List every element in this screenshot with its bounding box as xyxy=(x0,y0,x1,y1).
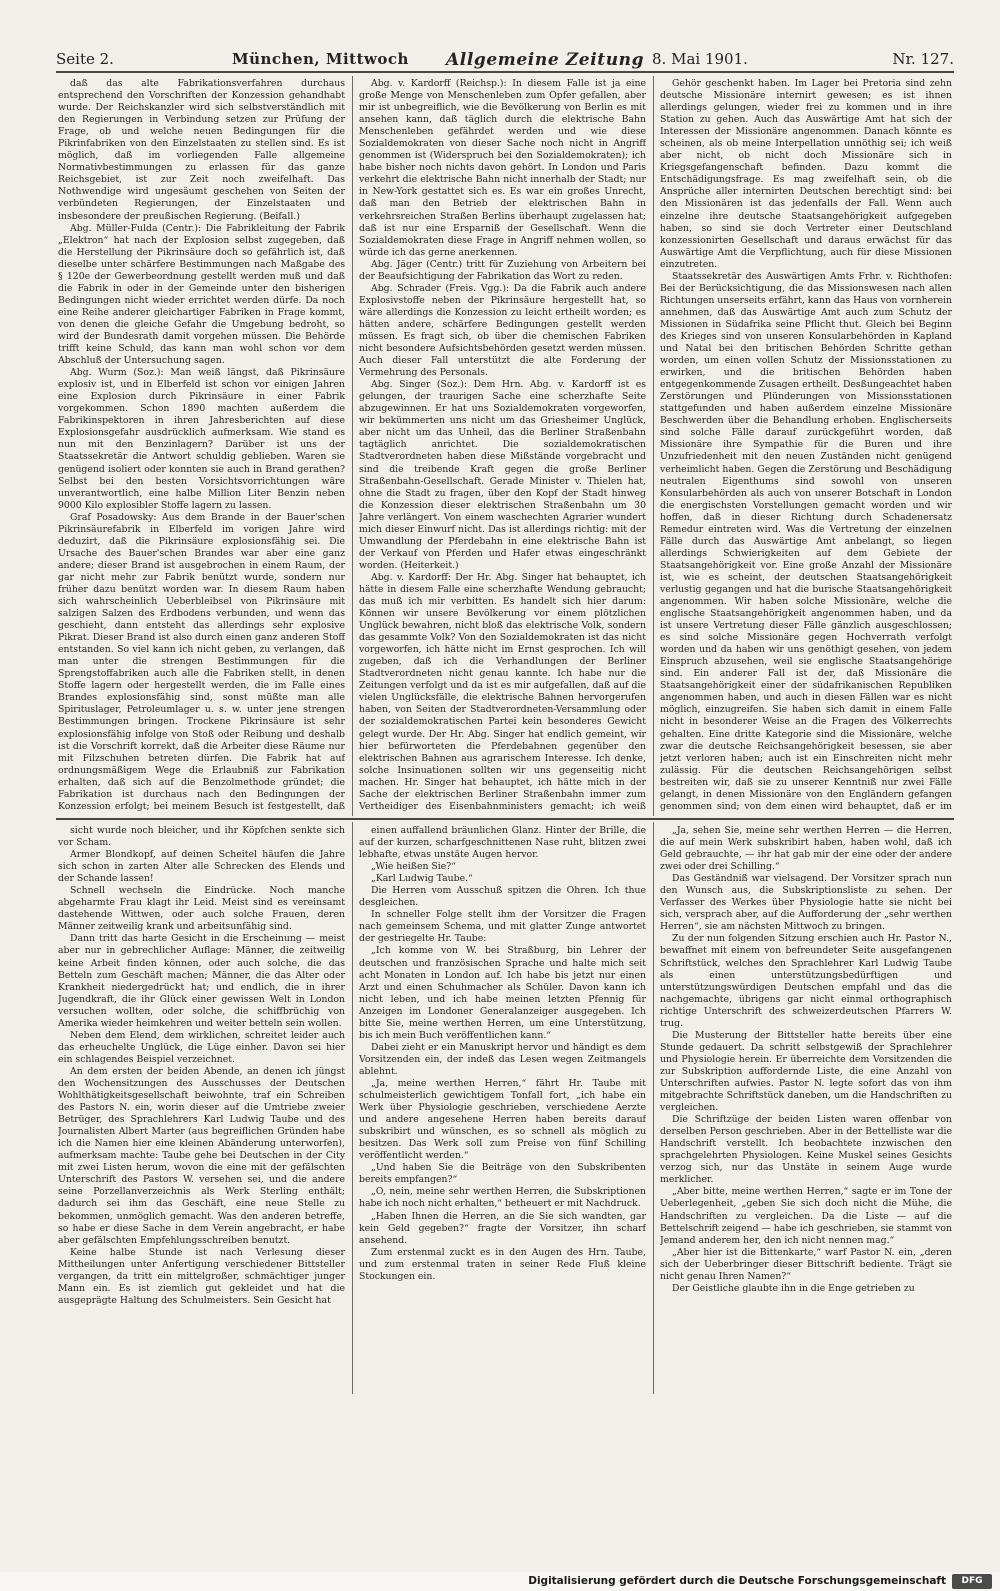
paragraph: Abg. Müller-Fulda (Centr.): Die Fabrikleitung der Fabrik „Elektron“ hat nach der Explosion selbst zugegeben, daß die Herstellung der Pikrinsäure doch so gefährlich ist, daß dieselbe unter schärfere Bestimmungen nach Maßgabe des § 120e der Gewerbeordnung gestellt werden muß und daß die Fabrik in oder in der Gemeinde unter den bisherigen Bedingungen nicht wieder errichtet werden dürfe. Da noch eine Reihe anderer gleichartiger Fabriken in Frage kommt, von denen die gleiche Gefahr die Umgebung bedroht, so wird der Bundesrath damit vorgehen müssen. Die Behörde trifft keine Schuld, das kann man wohl schon vor dem Abschluß der Untersuchung sagen. xyxy=(58,222,345,367)
dateline-place: München, Mittwoch xyxy=(232,50,409,68)
feuilleton-rule xyxy=(56,818,954,820)
paragraph: Die Schriftzüge der beiden Listen waren offenbar von derselben Person geschrieben. Aber in der Bettelliste war die Handschrift verstellt. Ich beobachtete inzwischen den sprachgelehrten Physiologen. Keine Muskel seines Gesichts verzog sich, nur das Unstäte in seinem Auge wurde merklicher. xyxy=(660,1114,952,1186)
paragraph: Die Herren vom Ausschuß spitzen die Ohren. Ich thue desgleichen. xyxy=(359,885,646,909)
issue-date: 8. Mai 1901. xyxy=(652,50,748,68)
paragraph: Dabei zieht er ein Manuskript hervor und händigt es dem Vorsitzenden ein, der indeß das Lesen wegen Zeitmangels ablehnt. xyxy=(359,1041,646,1077)
paragraph: Abg. Jäger (Centr.) tritt für Zuziehung von Arbeitern bei der Beaufsichtigung der Fabrikation das Wort zu reden. xyxy=(359,258,646,282)
lower-column-3 xyxy=(660,825,952,1390)
paragraph: Die Musterung der Bittsteller hatte bereits über eine Stunde gedauert. Da schritt selbstgewiß der Sprachlehrer und Physiologie herein. Er überreichte dem Vorsitzenden die zur Subskription auffordernde Liste, die eine Anzahl von Unterschriften aufwies. Pastor N. legte sofort das von ihm mitgebrachte Schriftstück daneben, um die Handschriften zu vergleichen. xyxy=(660,1029,952,1114)
digitization-footer xyxy=(0,1572,1000,1591)
paragraph: Der Geistliche glaubte ihn in die Enge getrieben zu xyxy=(672,1282,915,1294)
funding-note: Digitalisierung gefördert durch die Deutsche Forschungsgemeinschaft xyxy=(528,1575,946,1587)
paragraph: „Und haben Sie die Beiträge von den Subskribenten bereits empfangen?“ xyxy=(359,1162,646,1186)
paragraph: Keine halbe Stunde ist nach Verlesung dieser Mittheilungen unter Anfertigung verschiedener Bittsteller vergangen, da tritt ein mittelgroßer, schmächtiger junger Mann ein. Es ist ziemlich gut gekleidet und hat die ausgeprägte Haltung des Schulmeisters. Sein Gesicht hat xyxy=(58,1246,345,1306)
paragraph: Abg. Singer (Soz.): Dem Hrn. Abg. v. Kardorff ist es gelungen, der traurigen Sache eine scherzhafte Seite abzugewinnen. Er hat uns Sozialdemokraten vorgeworfen, wir bekümmerten uns nicht um das Griesheimer Unglück, aber nicht um das Unheil, das die Berliner Straßenbahn tagtäglich anrichtet. Die sozialdemokratischen Stadtverordneten haben diese Mißstände vorgebracht und sind die treibende Kraft gegen die große Berliner Straßenbahn-Gesellschaft. Gerade Minister v. Thielen hat, ohne die Stadt zu fragen, über den Kopf der Stadt hinweg die Konzession dieser elektrischen Straßenbahn um 30 Jahre verlängert. Von einem waschechten Agrarier wundert mich dieser Einwurf nicht. Das ist allerdings richtig: mit der Umwandlung der Pferdebahn in eine elektrische Bahn ist der Verkauf von Pferden und Hafer etwas eingeschränkt worden. (Heiterkeit.) xyxy=(359,379,646,571)
paragraph: Abg. v. Kardorff: Der Hr. Abg. Singer hat behauptet, ich hätte in diesem Falle eine scherzhafte Wendung gebraucht; das muß ich mir verbitten. Es handelt sich hier darum: Können wir unsere Bevölkerung vor einem plötzlichen Unglück bewahren, nicht bloß das elektrische Volk, sondern das gesammte Volk? Von den Sozialdemokraten ist das nicht vorgeworfen, ich hätte nicht im Ernst gesprochen. Ich will zugeben, daß ich die Verhandlungen der Berliner Stadtverordneten nicht genau kannte. Ich habe nur die Zeitungen verfolgt und da ist es mir aufgefallen, daß auf die vielen Unglücksfälle, die elektrische Bahnen hervorgerufen haben, von Seiten der Stadtverordneten-Versammlung oder der sozialdemokratischen Partei kein besonderes Gewicht gelegt wurde. Der Hr. Abg. Singer hat endlich gemeint, wir hier befürworteten die Pferdebahnen gegenüber den elektrischen Bahnen aus agrarischem Interesse. Ich denke, solche Insinuationen sollten wir uns gegenseitig nicht machen. Hr. Singer hat behauptet, ich hätte mich in der Sache der elektrischen Berliner Straßenbahn immer zum Vertheidiger des Eisenbahnministers gemacht; ich weiß xyxy=(359,571,646,812)
paragraph: „O, nein, meine sehr werthen Herren, die Subskriptionen habe ich noch nicht erhalten,“ betheuert er mit Nachdruck. xyxy=(359,1186,646,1210)
paragraph: Dann tritt das harte Gesicht in die Erscheinung — meist aber nur in gebrechlicher Auflage: Männer, die zeitweilig keine Arbeit finden können, oder auch solche, die das Betteln zum Geschäft machen; Männer, die das Alter oder Krankheit niedergedrückt hat; und endlich, die in ihrer Jugendkraft, die ihr Glück einer gewissen Welt in London versuchen wollten, oder solche, die schiffbrüchig von Amerika wieder heimkehren und weiter betteln sein wollen. xyxy=(58,933,345,1029)
upper-column-1 xyxy=(58,78,345,812)
paragraph: Abg. v. Kardorff (Reichsp.): In diesem Falle ist ja eine große Menge von Menschenleben zum Opfer gefallen, aber mir ist unbegreiflich, wie die Bevölkerung von Berlin es mit ansehen kann, daß täglich durch die elektrische Bahn Menschenleben gefährdet werden und wie diese Sozialdemokraten von dieser Sache noch nicht in Angriff genommen ist (Widerspruch bei den Sozialdemokraten); ich habe bisher noch nichts davon gehört. In London und Paris verkehrt die elektrische Bahn nicht innerhalb der Stadt; nur in New-York gestattet sich es. Es war ein großes Unrecht, daß man den Betrieb der elektrischen Bahn in verkehrsreichen Straßen Berlins überhaupt zugelassen hat; daß ist nur eine Ersparniß der Gesellschaft. Wenn die Sozialdemokraten diese Frage in Angriff nehmen wollen, so würde ich das gerne anerkennen. xyxy=(359,78,646,258)
paragraph: Gehör geschenkt haben. Im Lager bei Pretoria sind zehn deutsche Missionäre internirt gewesen; es ist ihnen allerdings gelungen, wieder frei zu kommen und in ihre Station zu gehen. Auch das Auswärtige Amt hat sich der Interessen der Missionäre angenommen. Danach könnte es scheinen, als ob meine Interpellation unnöthig sei; ich weiß aber nicht, ob nicht doch Missionäre sich in Kriegsgefangenschaft befinden. Dazu kommt die Entschädigungsfrage. Es mag zweifelhaft sein, ob die Ansprüche aller internirten Deutschen berechtigt sind: bei den Missionären ist das jedenfalls der Fall. Wenn auch einzelne ihre deutsche Staatsangehörigkeit aufgegeben haben, so sind sie doch Vertreter einer Deutschland konzessionirten Gesellschaft und daraus erwächst für das Auswärtige Amt die Verpflichtung, auch für diese Missionen einzutreten. xyxy=(660,78,952,270)
header-rule xyxy=(56,71,954,73)
paragraph: Zu der nun folgenden Sitzung erschien auch Hr. Pastor N., bewaffnet mit einem von befreundeter Seite ausgefangenen Schriftstück, welches den Sprachlehrer Karl Ludwig Taube als einen unterstützungsbedürftigen und unterstützungswürdigen Deutschen empfahl und das die nachgemachte, übrigens gar nicht einmal orthographisch richtige Unterschrift des schweizerdeutschen Pfarrers W. trug. xyxy=(660,933,952,1029)
paragraph: „Wie heißen Sie?“ xyxy=(371,861,457,873)
masthead-title: Allgemeine Zeitung xyxy=(446,50,645,70)
paragraph: In schneller Folge stellt ihm der Vorsitzer die Fragen nach gemeinsem Schema, und mit glatter Zunge antwortet der gestriegelte Hr. Taube: xyxy=(359,909,646,945)
paragraph: Zum erstenmal zuckt es in den Augen des Hrn. Taube, und zum erstenmal traten in seiner Rede Fluß kleine Stockungen ein. xyxy=(359,1246,646,1282)
column-divider xyxy=(653,822,654,1394)
column-divider xyxy=(352,76,353,816)
dfg-logo: DFG xyxy=(952,1574,992,1589)
paragraph: sicht wurde noch bleicher, und ihr Köpfchen senkte sich vor Scham. xyxy=(58,825,345,849)
issue-number: Nr. 127. xyxy=(892,50,954,68)
lower-column-2 xyxy=(359,825,646,1390)
paragraph: „Aber hier ist die Bittenkarte,“ warf Pastor N. ein, „deren sich der Ueberbringer dieser Bittschrift bediente. Trägt sie nicht genau Ihren Namen?“ xyxy=(660,1246,952,1282)
lower-column-1 xyxy=(58,825,345,1390)
paragraph: „Ich komme von W. bei Straßburg, bin Lehrer der deutschen und französischen Sprache und halte mich seit acht Monaten in London auf. Ich habe bis jetzt nur einen Arzt und einen Schuhmacher als Schüler. Davon kann ich nicht leben, und ich habe meinen letzten Pfennig für Anzeigen im Londoner Generalanzeiger ausgegeben. Ich bitte Sie, meine werthen Herren, um eine Unterstützung, bis ich mein Buch veröffentlichen kann.“ xyxy=(359,945,646,1041)
upper-column-2 xyxy=(359,78,646,812)
column-divider xyxy=(352,822,353,1394)
upper-column-3 xyxy=(660,78,952,812)
paragraph: „Ja, meine werthen Herren,“ fährt Hr. Taube mit schulmeisterlich gewichtigem Tonfall fort, „ich habe ein Werk über Physiologie geschrieben, verschiedene Aerzte und andere angesehene Herren haben bereits darauf subskribirt und wünschen, es so schnell als möglich zu besitzen. Das Werk soll zum Preise von fünf Schilling veröffentlicht werden.“ xyxy=(359,1077,646,1162)
paragraph: Armer Blondkopf, auf deinen Scheitel häufen die Jahre sich schon in zarten Alter alle Schrecken des Elends und der Schande lassen! xyxy=(58,849,345,885)
page-number-label: Seite 2. xyxy=(56,50,114,68)
paragraph: An dem ersten der beiden Abende, an denen ich jüngst den Wochensitzungen des Ausschusses der Deutschen Wohlthätigkeitsgesellschaft beiwohnte, traf ein Schreiben des Pastors N. ein, worin dieser auf die Umtriebe zweier Betrüger, des Sprachlehrers Karl Ludwig Taube und des Journalisten Albert Marter (aus begreiflichen Gründen habe ich die Namen hier eine kleinen Abänderung unterworfen), aufmerksam machte: Taube gehe bei Deutschen in der City mit zwei Listen herum, wovon die eine mit der gefälschten Unterschrift des Pastors W. versehen sei, und die andere seine Porzellanverzeichnis als Werk Sterling enthält; dadurch sei ihm das Geschäft, eine neue Stelle zu bekommen, unmöglich gemacht. Was den anderen betreffe, so habe er diese Sache in dem Verein angebracht, er habe aber gefälschten Empfehlungsschreiben benutzt. xyxy=(58,1065,345,1246)
paragraph: Graf Posadowsky: Aus dem Brande in der Bauer'schen Pikrinsäurefabrik in Elberfeld im vorigen Jahre wird deduzirt, daß die Pikrinsäure explosionsfähig sei. Die Ursache des Bauer'schen Brandes war aber eine ganz andere; dieser Brand ist ausgebrochen in einem Raum, der gar nicht mehr zur Fabrik benützt wurde, sondern nur früher dazu benützt worden war. In diesem Raum haben sich wahrscheinlich Ueberbleibsel von Pikrinsäure mit salzigen Salzen des Erdbodens verbunden, und wenn das geschieht, dann entsteht das allerdings sehr explosive Pikrat. Dieser Brand ist also durch einen ganz anderen Stoff entstanden. So viel kann ich nicht geben, zu verlangen, daß man unter die strengen Bestimmungen für die Sprengstoffabriken auch alle die Fabriken stellt, in denen Stoffe lagern oder hergestellt werden, die im Falle eines Brandes explosionsfähig sind, sonst müßte man alle Spirituslager, Petroleumlager u. s. w. unter jene strengen Bestimmungen bringen. Trockene Pikrinsäure ist sehr explosionsfähig infolge von Stoß oder Reibung und deshalb ist die Vorschrift korrekt, daß die Arbeiter diese Räume nur mit Filzschuhen betreten dürfen. Die Fabrik hat auf ordnungsmäßigem Wege die Erlaubniß zur Fabrikation erhalten, daß sich auf die Benzolmethode gründet; die Fabrikation ist durchaus nach den Bedingungen der Konzession erfolgt; bei meinem Besuch ist festgestellt, daß xyxy=(58,511,345,812)
column-divider xyxy=(653,76,654,816)
paragraph: Staatssekretär des Auswärtigen Amts Frhr. v. Richthofen: Bei der Berücksichtigung, die das Missionswesen nach allen Richtungen unserseits erfährt, kann das Haus von vornherein annehmen, daß das Auswärtige Amt auch zum Schutz der Missionen in Südafrika seine Pflicht thut. Gleich bei Beginn des Krieges sind von unseren Konsularbehörden in Kapland und Natal bei den britischen Behörden Schritte gethan worden, um einen vollen Schutz der Missionsstationen zu erwirken, und die britischen Behörden haben entgegenkommende Zusagen ertheilt. Desßungeachtet haben Zerstörungen und Plünderungen von Missionsstationen stattgefunden und haben außerdem einzelne Missionäre Beschwerden über die Behandlung erhoben. Englischerseits sind solche Fälle darauf zurückgeführt worden, daß Missionäre ihre Sympathie für die Buren und ihre Unzufriedenheit mit den neuen Zuständen nicht genügend verheimlicht haben. Gegen die Zerstörung und Beschädigung neutralen Eigenthums sind sowohl von unseren Konsularbehörden als auch von unserer Botschaft in London die energischsten Vorstellungen gemacht worden und wir hoffen, daß in dieser Richtung durch Schadenersatz Remedur eintreten wird. Was die Vertretung der einzelnen Fälle durch das Auswärtige Amt anbelangt, so liegen allerdings Schwierigkeiten auf dem Gebiete der Staatsangehörigkeit vor. Eine große Anzahl der Missionäre ist, wie es scheint, der deutschen Staatsangehörigkeit verlustig gegangen und hat die burische Staatsangehörigkeit angenommen. Wir haben solche Missionäre, welche die englische Staatsangehörigkeit angenommen haben, und da ist unsere Vertretung dieser Fälle gänzlich ausgeschlossen; es sind solche Missionäre gegen Hochverrath verfolgt worden und da haben wir uns genöthigt gesehen, von jedem Einspruch abzusehen, weil sie englische Staatsangehörige sind. Ein anderer Fall ist der, daß Missionäre die Staatsangehörigkeit einer der südafrikanischen Republiken angenommen haben, und auch in diesen Fällen war es nicht möglich, einzugreifen. Sie haben sich damit in einem Falle nicht in besonderer Weise an die Fragen des Völkerrechts gehalten. Eine dritte Kategorie sind die Missionäre, welche zwar die deutsche Reichsangehörigkeit besessen, sie aber jetzt verloren haben; auch ist ein Einschreiten nicht mehr zulässig. Für die deutschen Reichsangehörigen selbst bestreiten wir, daß sie zu unserer Kenntniß nur zwei Fälle gelangt, in denen Missionäre von den Engländern gefangen genommen sind; von dem einen wird behauptet, daß er im xyxy=(660,270,952,812)
paragraph: daß das alte Fabrikationsverfahren durchaus entsprechend den Vorschriften der Konzession gehandhabt wurde. Der Reichskanzler wird sich selbstverständlich mit den Regierungen in Verbindung setzen zur Prüfung der Frage, ob und welche neuen Bedingungen für die Pikrinfabriken von den Einzelstaaten zu stellen sind. Es ist möglich, daß im vorliegenden Falle allgemeine Normativbestimmungen zu erlassen für das ganze Reichsgebiet, ist zur Zeit noch zweifelhaft. Das Nothwendige wird ungesäumt geschehen von Seiten der verbündeten Regierungen, der Einzelstaaten und insbesondere der preußischen Regierung. (Beifall.) xyxy=(58,78,345,222)
paragraph: Schnell wechseln die Eindrücke. Noch manche abgeharmte Frau klagt ihr Leid. Meist sind es vereinsamt dastehende Wittwen, oder auch solche Frauen, deren Männer zeitweilig krank und arbeitsunfähig sind. xyxy=(58,885,345,933)
paragraph: „Haben Ihnen die Herren, an die Sie sich wandten, gar kein Geld gegeben?“ fragte der Vorsitzer, ihn scharf ansehend. xyxy=(359,1210,646,1246)
paragraph: einen auffallend bräunlichen Glanz. Hinter der Brille, die auf der kurzen, scharfgeschnittenen Nase ruht, blitzen zwei lebhafte, etwas unstäte Augen hervor. xyxy=(359,825,646,861)
paragraph: „Aber bitte, meine werthen Herren,“ sagte er im Tone der Ueberlegenheit, „geben Sie sich doch nicht die Mühe, die Handschriften zu vergleichen. Da die Liste — auf die Bettelschrift zeigend — habe ich geschrieben, sie stammt von Jemand anderem her, den ich nicht nennen mag.“ xyxy=(660,1186,952,1246)
paragraph: Das Geständniß war vielsagend. Der Vorsitzer sprach nun den Wunsch aus, die Subskriptionsliste zu sehen. Der Verfasser des Werkes über Physiologie hatte sie nicht bei sich, versprach aber, auf die Aufforderung der „sehr werthen Herren“, sie am nächsten Mittwoch zu bringen. xyxy=(660,873,952,933)
paragraph: Abg. Schrader (Freis. Vgg.): Da die Fabrik auch andere Explosivstoffe neben der Pikrinsäure hergestellt hat, so wäre allerdings die Konzession zu leicht ertheilt worden; es hätten andere, schärfere Bedingungen gestellt werden müssen. Es fragt sich, ob über die chemischen Fabriken nicht besondere Aufsichtsbehörden gesetzt werden müssen. Auch dieser Fall unterstützt die alte Forderung der Vermehrung des Personals. xyxy=(359,282,646,379)
paragraph: Neben dem Elend, dem wirklichen, schreitet leider auch das erheuchelte Unglück, die Lüge einher. Davon sei hier ein schlagendes Beispiel verzeichnet. xyxy=(58,1029,345,1065)
paragraph: „Ja, sehen Sie, meine sehr werthen Herren — die Herren, die auf mein Werk subskribirt haben, haben wohl, daß ich Geld gebrauchte, — ihr hat gab mir der eine oder der andere zwei oder drei Schilling.“ xyxy=(660,825,952,873)
paragraph: Abg. Wurm (Soz.): Man weiß längst, daß Pikrinsäure explosiv ist, und in Elberfeld ist schon vor einigen Jahren eine Explosion durch Pikrinsäure in einer Fabrik vorgekommen. Schon 1890 machten außerdem die Fabrikinspektoren in ihren Jahresberichten auf diese Explosionsgefahr ausdrücklich aufmerksam. Wie stand es nun mit den Benzinlagern? Darüber ist uns der Staatssekretär die Antwort schuldig geblieben. Waren sie genügend isoliert oder konnten sie auch in Brand gerathen? Selbst bei den besten Vorsichtsvorrichtungen wäre unverantwortlich, eine halbe Million Liter Benzin neben 9000 Kilo explosibler Stoffe lagern zu lassen. xyxy=(58,367,345,511)
page-header xyxy=(56,46,954,72)
paragraph: „Karl Ludwig Taube.“ xyxy=(371,873,473,885)
